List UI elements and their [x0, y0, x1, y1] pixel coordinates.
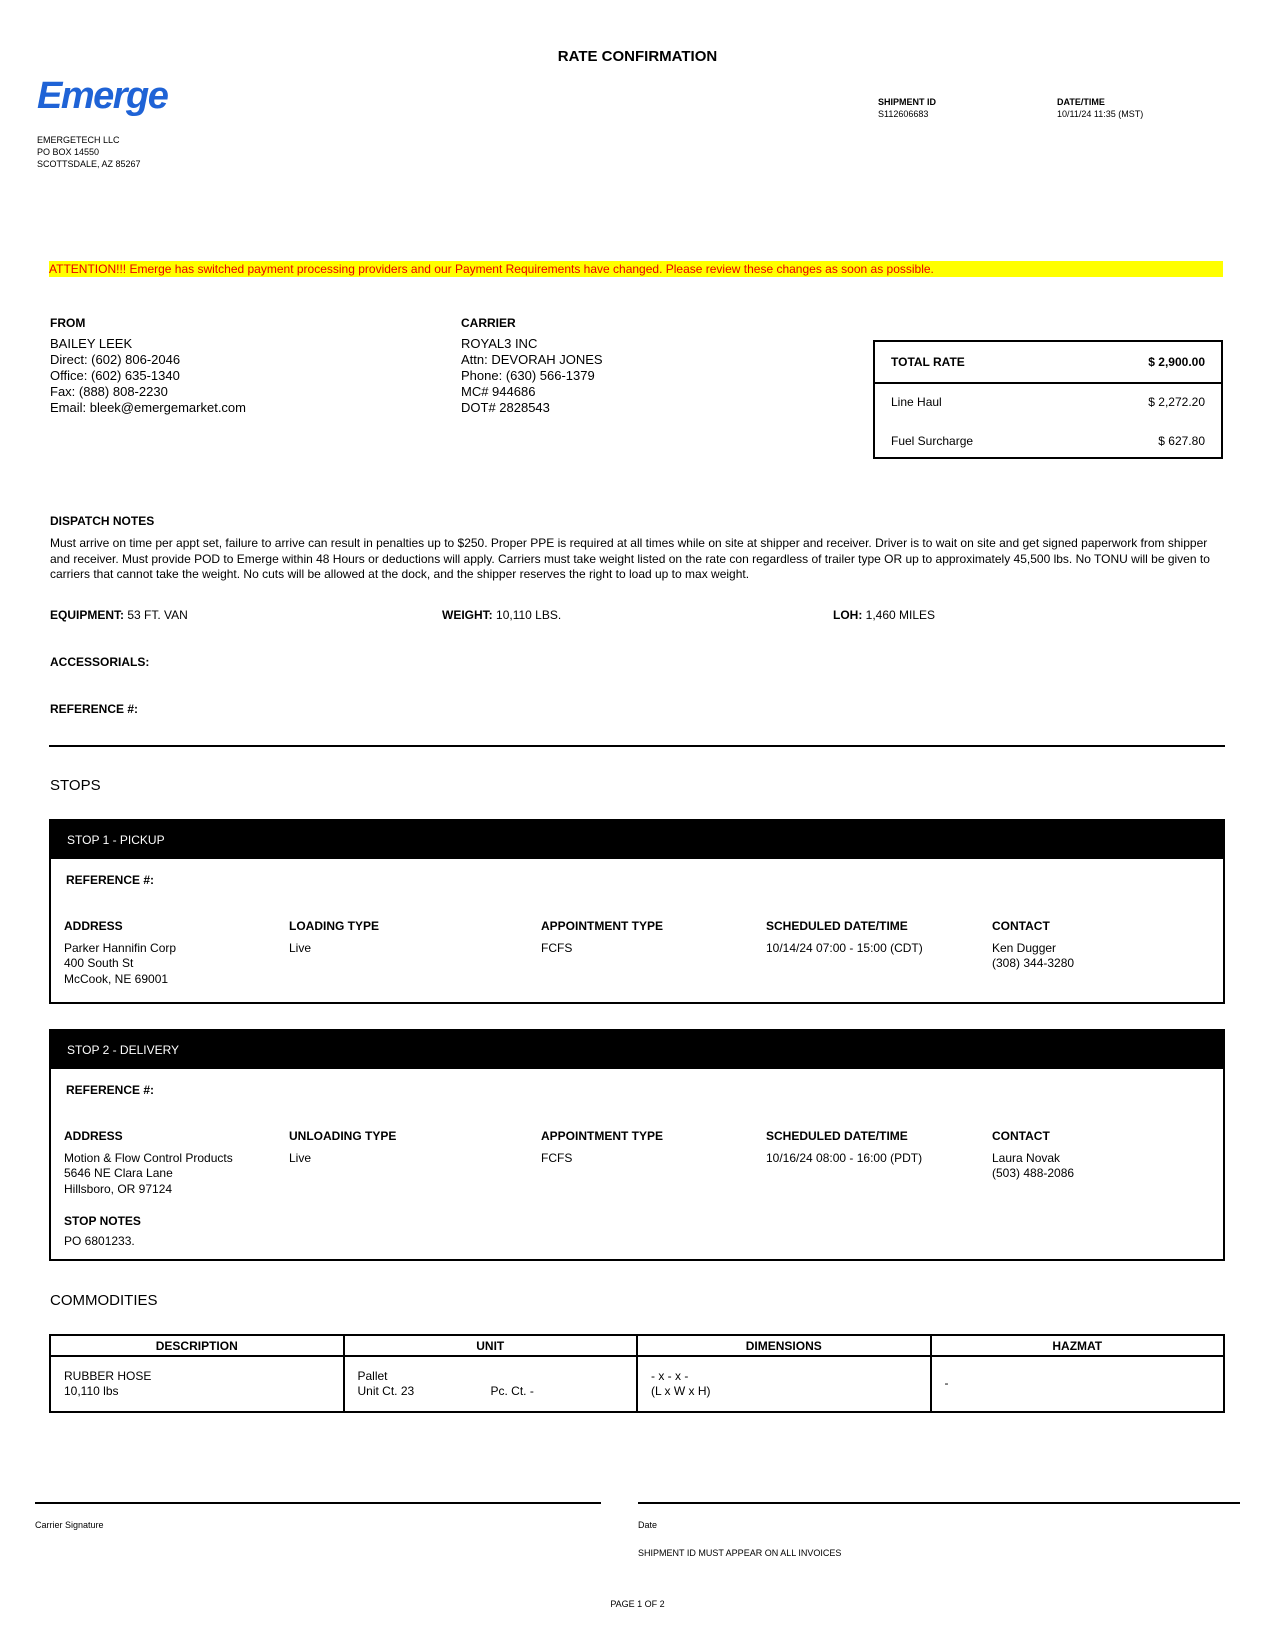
- contact-name: Ken Dugger: [992, 940, 1057, 955]
- company-po-box: PO BOX 14550: [37, 147, 100, 157]
- total-rate-row: [891, 355, 1205, 369]
- from-fax: Fax: (888) 808-2230: [50, 384, 168, 399]
- equipment-label: EQUIPMENT:: [50, 608, 125, 622]
- stop-title: STOP 1 - PICKUP: [51, 821, 1223, 859]
- table-row: [50, 1356, 1224, 1412]
- stop-contact: [992, 1129, 1074, 1182]
- carrier-name: ROYAL3 INC: [461, 336, 538, 351]
- from-direct: Direct: (602) 806-2046: [50, 352, 181, 367]
- date-label: Date: [638, 1520, 658, 1530]
- section-divider: [49, 745, 1225, 747]
- document-title: RATE CONFIRMATION: [557, 48, 718, 65]
- stop-title: STOP 2 - DELIVERY: [51, 1031, 1223, 1069]
- datetime-block: [1057, 96, 1143, 120]
- line-haul-label: Line Haul: [891, 395, 942, 409]
- loading-type-value: Live: [289, 940, 312, 955]
- column-header-hazmat: HAZMAT: [931, 1335, 1225, 1356]
- contact-phone: (308) 344-3280: [992, 956, 1075, 970]
- shipment-id-note: SHIPMENT ID MUST APPEAR ON ALL INVOICES: [638, 1548, 842, 1558]
- address-label: ADDRESS: [64, 919, 123, 933]
- address-line: McCook, NE 69001: [64, 971, 169, 986]
- carrier-mc: MC# 944686: [461, 384, 536, 399]
- total-rate-value: $ 2,900.00: [1148, 355, 1205, 369]
- stop-scheduled: [766, 919, 923, 956]
- address-line: 400 South St: [64, 956, 134, 970]
- description-cell: [50, 1356, 344, 1412]
- svg-text:Emerge: Emerge: [37, 75, 168, 116]
- emerge-logo: [37, 74, 197, 116]
- from-section: [50, 316, 246, 416]
- loh-label: LOH:: [833, 608, 863, 622]
- hazmat-cell: -: [931, 1356, 1225, 1412]
- address-label: ADDRESS: [64, 1129, 123, 1143]
- line-haul-value: $ 2,272.20: [1148, 395, 1205, 409]
- fuel-surcharge-label: Fuel Surcharge: [891, 434, 974, 448]
- address-line: Parker Hannifin Corp: [64, 940, 177, 955]
- stop-unloading-type: [289, 1129, 396, 1166]
- carrier-section: [461, 316, 603, 416]
- stop-card-pickup: [49, 819, 1225, 1004]
- commodity-weight: 10,110 lbs: [64, 1384, 119, 1398]
- loh-value: 1,460 MILES: [865, 608, 936, 622]
- from-label: FROM: [50, 316, 86, 330]
- weight-field: [442, 608, 561, 622]
- stop-notes-text: PO 6801233.: [64, 1234, 135, 1248]
- weight-label: WEIGHT:: [442, 608, 493, 622]
- stop-appointment-type: [541, 919, 663, 956]
- fuel-surcharge-value: $ 627.80: [1158, 434, 1205, 448]
- carrier-dot: DOT# 2828543: [461, 400, 550, 415]
- unloading-type-value: Live: [289, 1150, 312, 1165]
- stop-reference-label: REFERENCE #:: [66, 873, 155, 887]
- equipment-field: [50, 608, 188, 622]
- appointment-type-label: APPOINTMENT TYPE: [541, 1129, 664, 1143]
- scheduled-value: 10/16/24 08:00 - 16:00 (PDT): [766, 1150, 923, 1165]
- dimensions-cell: [637, 1356, 931, 1412]
- rate-box: [873, 340, 1223, 459]
- weight-value: 10,110 LBS.: [496, 608, 562, 622]
- dispatch-notes-label: DISPATCH NOTES: [50, 514, 155, 528]
- signature-line: [35, 1502, 601, 1504]
- carrier-phone: Phone: (630) 566-1379: [461, 368, 595, 383]
- equipment-value: 53 FT. VAN: [127, 608, 188, 622]
- dimensions-value: - x - x -: [651, 1368, 689, 1383]
- accessorials-label: ACCESSORIALS:: [50, 655, 150, 669]
- total-rate-label: TOTAL RATE: [891, 355, 965, 369]
- stop-address: [64, 919, 176, 987]
- datetime-label: DATE/TIME: [1057, 97, 1105, 107]
- company-city: SCOTTSDALE, AZ 85267: [37, 159, 141, 169]
- stop-reference-label: REFERENCE #:: [66, 1083, 155, 1097]
- unloading-type-label: UNLOADING TYPE: [289, 1129, 397, 1143]
- stop-loading-type: [289, 919, 379, 956]
- dimensions-format: (L x W x H): [651, 1384, 711, 1398]
- appointment-type-value: FCFS: [541, 1150, 573, 1165]
- table-header-row: [50, 1335, 1224, 1356]
- datetime-value: 10/11/24 11:35 (MST): [1057, 109, 1144, 119]
- stop-notes: [64, 1214, 141, 1248]
- date-line: [638, 1502, 1240, 1504]
- stop-card-delivery: [49, 1029, 1225, 1261]
- contact-name: Laura Novak: [992, 1150, 1061, 1165]
- company-address: [37, 134, 141, 170]
- contact-phone: (503) 488-2086: [992, 1166, 1075, 1180]
- from-email: Email: bleek@emergemarket.com: [50, 400, 246, 415]
- reference-label: REFERENCE #:: [50, 702, 139, 716]
- stop-notes-label: STOP NOTES: [64, 1214, 141, 1228]
- loading-type-label: LOADING TYPE: [289, 919, 380, 933]
- shipment-id-label: SHIPMENT ID: [878, 97, 937, 107]
- from-name: BAILEY LEEK: [50, 336, 133, 351]
- shipment-id-value: S112606683: [878, 109, 929, 119]
- commodities-heading: COMMODITIES: [50, 1292, 158, 1309]
- appointment-type-label: APPOINTMENT TYPE: [541, 919, 664, 933]
- unit-type: Pallet: [357, 1368, 388, 1383]
- stop-contact: [992, 919, 1074, 972]
- scheduled-value: 10/14/24 07:00 - 15:00 (CDT): [766, 940, 923, 955]
- address-line: 5646 NE Clara Lane: [64, 1166, 173, 1180]
- piece-count: Pc. Ct. -: [490, 1384, 534, 1398]
- carrier-signature-label: Carrier Signature: [35, 1520, 104, 1530]
- stop-appointment-type: [541, 1129, 663, 1166]
- appointment-type-value: FCFS: [541, 940, 573, 955]
- line-haul-row: [891, 395, 1205, 409]
- fuel-surcharge-row: [891, 434, 1205, 448]
- column-header-unit: UNIT: [344, 1335, 638, 1356]
- address-line: Motion & Flow Control Products: [64, 1150, 233, 1165]
- column-header-description: DESCRIPTION: [50, 1335, 344, 1356]
- attention-banner: ATTENTION!!! Emerge has switched payment processing providers and our Payment Requirements have changed. Please review these changes as soon as possible.: [49, 261, 1223, 277]
- company-name: EMERGETECH LLC: [37, 135, 120, 145]
- commodity-name: RUBBER HOSE: [64, 1368, 152, 1383]
- rate-divider: [875, 382, 1221, 384]
- loh-field: [833, 608, 935, 622]
- carrier-attn: Attn: DEVORAH JONES: [461, 352, 603, 367]
- contact-label: CONTACT: [992, 919, 1050, 933]
- unit-cell: [344, 1356, 638, 1412]
- dispatch-notes: [50, 514, 1225, 583]
- unit-count: Unit Ct. 23: [357, 1384, 415, 1398]
- carrier-label: CARRIER: [461, 316, 516, 330]
- stop-address: [64, 1129, 233, 1197]
- scheduled-label: SCHEDULED DATE/TIME: [766, 1129, 908, 1143]
- commodities-table: [49, 1334, 1225, 1413]
- scheduled-label: SCHEDULED DATE/TIME: [766, 919, 908, 933]
- address-line: Hillsboro, OR 97124: [64, 1181, 173, 1196]
- contact-label: CONTACT: [992, 1129, 1050, 1143]
- shipment-id-block: [878, 96, 936, 120]
- page-number: PAGE 1 OF 2: [610, 1599, 665, 1609]
- stops-heading: STOPS: [50, 777, 101, 794]
- from-office: Office: (602) 635-1340: [50, 368, 180, 383]
- column-header-dimensions: DIMENSIONS: [637, 1335, 931, 1356]
- dispatch-notes-text: Must arrive on time per appt set, failure to arrive can result in penalties up to $250. Proper PPE is required at all times while on site at shipper and receiver. Driver is to wait on site and get signed paperwork from shipper and receiver. Must provide POD to Emerge within 48 Hours or deductions will apply. Carriers must take weight listed on the rate con regardless of trailer type OR up to approximately 45,500 lbs. No TONU will be given to carriers that cannot take the weight. No cuts will be allowed at the dock, and the shipper reserves the right to load up to max weight.: [50, 536, 1210, 581]
- stop-scheduled: [766, 1129, 922, 1166]
